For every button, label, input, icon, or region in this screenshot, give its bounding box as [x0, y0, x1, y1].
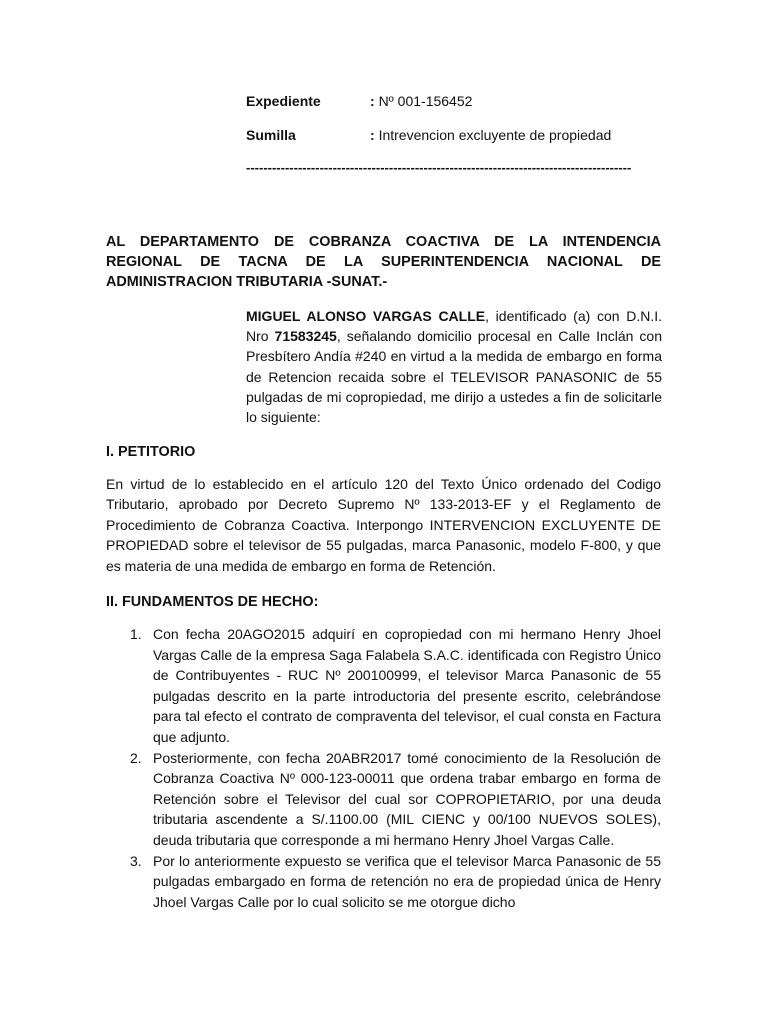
sumilla-label: Sumilla [246, 127, 296, 143]
list-item-number: 2. [130, 749, 142, 766]
intro-paragraph [246, 306, 662, 427]
petitioner-name: MIGUEL ALONSO VARGAS CALLE [246, 308, 486, 324]
intro-text-2: , señalando domicilio procesal en Calle Inclán con Presbítero Andía #240 en virtud a la medida de embargo en forma de Retencion recaida sobre el TELEVISOR PANASONIC de 55 pulgadas de mi copropiedad, me dirijo a ustedes a fin de solicitarle lo siguiente: [246, 328, 663, 426]
petitorio-paragraph: En virtud de lo establecido en el artículo 120 del Texto Único ordenado del Codigo Tributario, aprobado por Decreto Supremo Nº 133-2013-EF y el Reglamento de Procedimiento de Cobranza Coactiva. Interpongo INTERVENCION EXCLUYENTE DE PROPIEDAD sobre el televisor de 55 pulgadas, marca Panasonic, modelo F-800, y que es materia de una medida de embargo en forma de Retención. [106, 476, 661, 574]
list-item-number: 1. [130, 626, 142, 642]
fundamentos-list [130, 624, 661, 912]
intro-text-1: , identificado (a) con D.N.I. Nro [246, 308, 662, 345]
header-separator: ----------------------------------------------------------------------------------------- [246, 160, 632, 175]
expediente-row [246, 92, 472, 110]
fundamentos-title: II. FUNDAMENTOS DE HECHO: [106, 594, 319, 610]
list-item [130, 624, 661, 748]
list-item-text: Por lo anteriormente expuesto se verifica que el televisor Marca Panasonic de 55 pulgadas embargado en forma de retención no era de propiedad única de Henry Jhoel Vargas Calle por lo cual solicito se me otorgue dicho [153, 852, 661, 910]
expediente-colon: : [370, 93, 379, 109]
list-item-text: Con fecha 20AGO2015 adquirí en copropiedad con mi hermano Henry Jhoel Vargas Calle de la empresa Saga Falabela S.A.C. identificada con Registro Único de Contribuyentes - RUC Nº 200100999, el televisor Marca Panasonic de 55 pulgadas descrito en la parte introductoria del presente escrito, celebrándose para tal efecto el contrato de compraventa del televisor, el cual consta en Factura que adjunto. [153, 626, 661, 745]
sumilla-colon: : [370, 127, 379, 143]
sumilla-value: Intrevencion excluyente de propiedad [378, 127, 612, 143]
expediente-value: Nº 001-156452 [378, 93, 473, 109]
list-item-number: 3. [130, 852, 142, 869]
list-item-text: Posteriormente, con fecha 20ABR2017 tomé conocimiento de la Resolución de Cobranza Coactiva Nº 000-123-00011 que ordena trabar embargo en forma de Retención sobre el Televisor del cual sor COPROPIETARIO, por una deuda tributaria ascendente a S/.1100.00 (MIL CIENC y 00/100 NUEVOS SOLES), deuda tributaria que corresponde a mi hermano Henry Jhoel Vargas Calle. [153, 749, 661, 848]
expediente-label: Expediente [246, 93, 321, 109]
addressee-heading: AL DEPARTAMENTO DE COBRANZA COACTIVA DE LA INTENDENCIA REGIONAL DE TACNA DE LA SUPERINTENDENCIA NACIONAL DE ADMINISTRACION TRIBUTARIA -SUNAT.- [106, 234, 661, 290]
dni-number: 71583245 [274, 328, 337, 345]
list-item [130, 748, 661, 851]
list-item [130, 851, 661, 913]
petitorio-title: I. PETITORIO [106, 444, 196, 460]
sumilla-row [246, 126, 611, 144]
